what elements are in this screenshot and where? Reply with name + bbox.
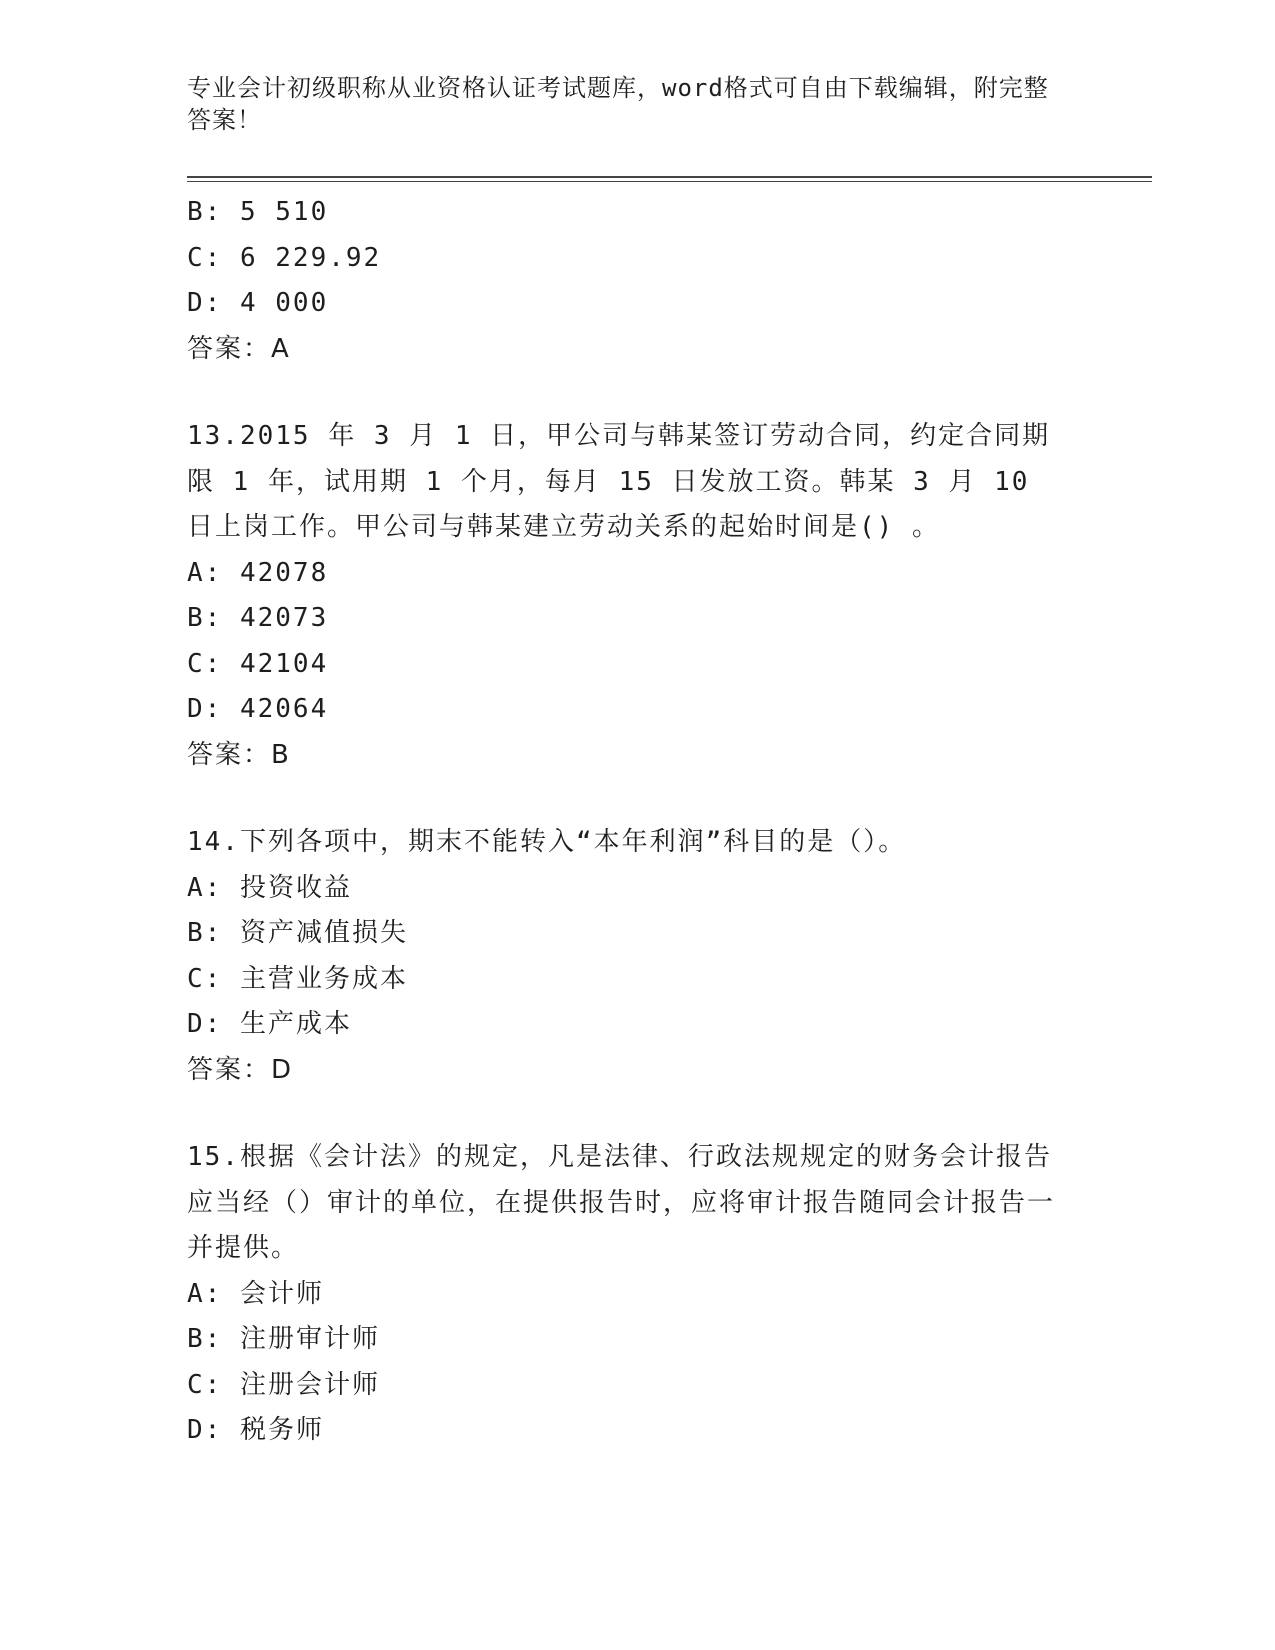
question-list	[187, 190, 1087, 1454]
option-b: B: 5 510	[187, 197, 329, 227]
option-d: D: 税务师	[187, 1415, 324, 1445]
option-a: A: 42078	[187, 557, 329, 588]
option-c: C: 注册会计师	[187, 1369, 380, 1400]
option-b: B: 42073	[187, 603, 329, 633]
header-divider	[187, 176, 1152, 178]
question-13	[187, 414, 1087, 778]
question-text: 15.根据《会计法》的规定，凡是法律、行政法规规定的财务会计报告应当经（）审计的单位，在提供报告时，应将审计报告随同会计报告一并提供。	[187, 1142, 1056, 1263]
page-header: 专业会计初级职称从业资格认证考试题库，word格式可自由下载编辑，附完整答案！	[187, 74, 1049, 134]
option-d: D: 生产成本	[187, 1009, 352, 1039]
option-a: A: 会计师	[187, 1278, 324, 1309]
option-c: C: 6 229.92	[187, 242, 382, 273]
option-a: A: 投资收益	[187, 872, 352, 903]
question-15	[187, 1135, 1087, 1454]
answer: 答案：D	[187, 1054, 294, 1085]
question-text: 13.2015 年 3 月 1 日，甲公司与韩某签订劳动合同，约定合同期限 1 年，试用期 1 个月，每月 15 日发放工资。韩某 3 月 10 日上岗工作。甲公司与韩某建立劳动关系的起始时间是() 。	[187, 421, 1051, 542]
option-b: B: 资产减值损失	[187, 918, 408, 948]
header-divider-thin	[187, 181, 1152, 182]
option-b: B: 注册审计师	[187, 1324, 380, 1354]
option-d: D: 42064	[187, 694, 329, 724]
question-12	[187, 190, 1087, 372]
option-d: D: 4 000	[187, 288, 329, 318]
answer: 答案：B	[187, 739, 291, 770]
question-14	[187, 820, 1087, 1093]
question-text: 14.下列各项中，期末不能转入“本年利润”科目的是（）。	[187, 827, 907, 857]
option-c: C: 主营业务成本	[187, 963, 408, 994]
answer: 答案：A	[187, 333, 291, 364]
option-c: C: 42104	[187, 648, 329, 679]
